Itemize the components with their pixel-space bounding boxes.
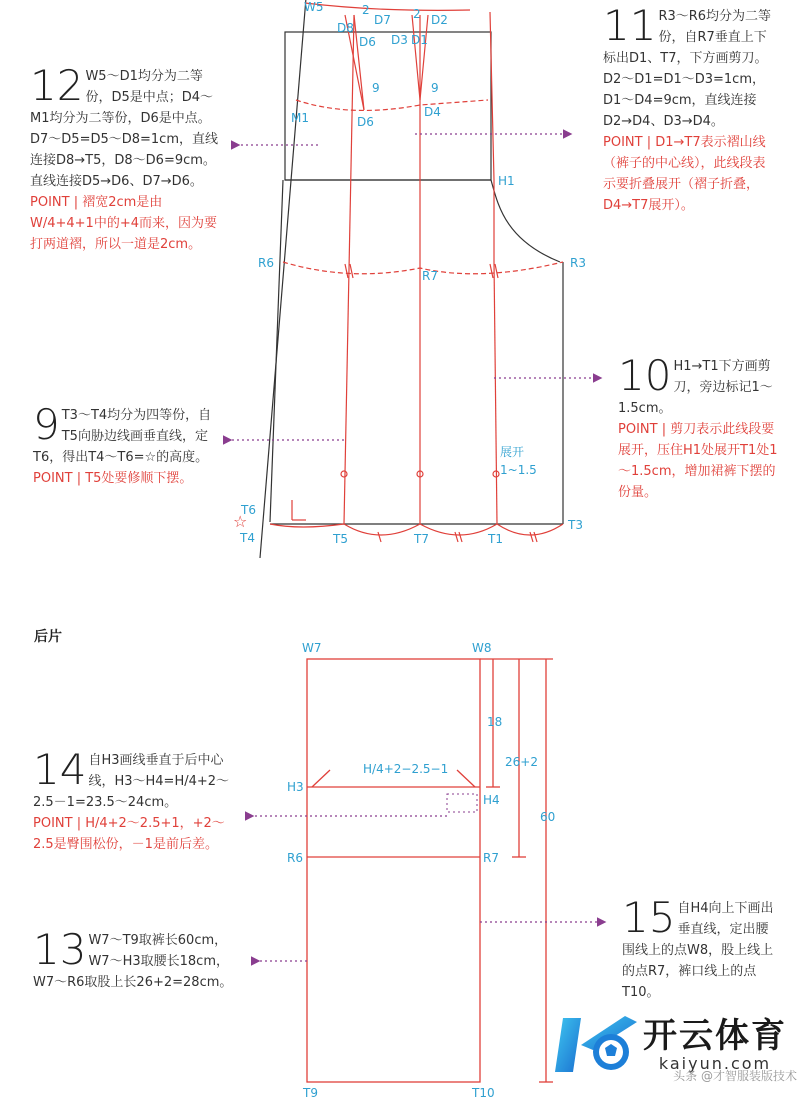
d-line-6: [354, 15, 364, 110]
label-dim-60: 60: [540, 810, 556, 824]
label-expand-value: 1~1.5: [500, 463, 537, 477]
label-d6-top: D6: [359, 35, 376, 49]
label-t5: T5: [333, 532, 348, 546]
step-number: 10: [618, 351, 672, 400]
label-t1: T1: [488, 532, 503, 546]
watermark: 头条 @才智服装版技术: [673, 1069, 797, 1083]
front-side-line: [260, 0, 306, 558]
label-w8: W8: [472, 641, 492, 655]
hip-arrow-right: [457, 770, 475, 787]
note-point: POINT | D1→T7表示褶山线（裤子的中心线），此线段表示要折叠展开（褶子折叠，D4→T7展开）。: [603, 135, 766, 213]
label-r7: R7: [422, 269, 438, 283]
logo-domain: kaiyun.com: [658, 1053, 772, 1073]
d-line-5: [344, 15, 354, 524]
label-w7: W7: [302, 641, 322, 655]
label-t10: T10: [472, 1086, 495, 1100]
label-9a: 9: [372, 81, 380, 95]
note-text: W7～T9取裤长60cm，W7～H3取腰长18cm，W7～R6取股上长26+2=28cm。: [33, 933, 233, 990]
back-frame: [307, 659, 480, 1082]
label-dim-18: 18: [487, 715, 503, 729]
d-line-2: [412, 15, 420, 100]
note-12: [30, 61, 220, 255]
front-inner-line: [270, 180, 283, 522]
label-d2: D2: [431, 13, 448, 27]
section-title-back: 后片: [34, 629, 62, 645]
note-point: POINT | 剪刀表示此线段要展开，压住H1处展开T1处1～1.5cm，增加裙裤下摆的份量。: [618, 422, 778, 500]
label-t7: T7: [414, 532, 429, 546]
note-text: W5～D1均分为二等份，D5是中点；D4～M1均分为二等份，D6是中点。D7～D5=D5～D8=1cm，直线连接D8→T5，D8～D6=9cm。直线连接D5→D6、D7→D6。: [30, 69, 218, 189]
label-d8: D8: [337, 21, 354, 35]
note-15: [622, 893, 778, 1003]
label-t4: T4: [240, 531, 255, 545]
label-expand: 展开: [500, 445, 525, 459]
front-crotch-curve: [491, 180, 560, 262]
front-waist-curve: [305, 3, 470, 10]
note-text: R3～R6均分为二等份，自R7垂直上下标出D1、T7，下方画剪刀。D2～D1=D1～D3=1cm，D1～D4=9cm，直线连接D2→D4、D3→D4。: [603, 9, 772, 129]
step-number: 15: [622, 893, 676, 942]
step-number: 14: [33, 745, 87, 794]
k-logo-icon: [553, 1010, 643, 1080]
note-10: [618, 351, 778, 503]
label-r3: R3: [570, 256, 586, 270]
note-14: [33, 745, 233, 855]
back-point-labels: [287, 641, 555, 1100]
label-back-r7: R7: [483, 851, 499, 865]
label-d1: D1: [411, 33, 428, 47]
hip-arrow-left: [312, 770, 330, 787]
step-number: 9: [33, 400, 60, 449]
label-dim-28: 26+2: [505, 755, 538, 769]
label-2a: 2: [362, 3, 370, 17]
label-d3: D3: [391, 33, 408, 47]
note-point: POINT | T5处要修顺下摆。: [33, 471, 193, 486]
note-text: H1→T1下方画剪刀，旁边标记1～1.5cm。: [618, 359, 773, 416]
label-d6: D6: [357, 115, 374, 129]
label-t9: T9: [303, 1086, 318, 1100]
label-w5: W5: [304, 0, 324, 14]
leader-arrows: [230, 134, 604, 961]
d-line-3: [420, 15, 428, 100]
step-number: 12: [30, 61, 84, 110]
label-m1: M1: [291, 111, 309, 125]
label-t6: T6: [241, 503, 256, 517]
note-text: 自H3画线垂直于后中心线，H3～H4=H/4+2～2.5－1=23.5～24cm。: [33, 753, 230, 810]
note-9: [33, 400, 223, 489]
label-back-r6: R6: [287, 851, 303, 865]
label-h3: H3: [287, 780, 304, 794]
note-13: [33, 925, 233, 993]
note-point: POINT | 褶宽2cm是由W/4+4+1中的+4而来，因为要打两道褶，所以一道是2cm。: [30, 195, 217, 252]
label-r6: R6: [258, 256, 274, 270]
label-h4: H4: [483, 793, 500, 807]
t1-line: [494, 262, 497, 524]
label-t3: T3: [568, 518, 583, 532]
label-d4: D4: [424, 105, 441, 119]
note-11: [603, 1, 773, 216]
step-number: 11: [603, 1, 657, 50]
label-h1: H1: [498, 174, 515, 188]
front-dart-guide: [296, 100, 488, 110]
logo-title: 开云体育: [643, 1015, 787, 1056]
note-text: T3～T4均分为四等份，自T5向胁边线画垂直线，定T6，得出T4～T6=☆的高度。: [33, 408, 212, 465]
front-tick-marks: [341, 264, 537, 542]
label-hip-formula: H/4+2−2.5−1: [363, 762, 449, 776]
back-piece: [307, 659, 556, 1082]
star-icon: ☆: [233, 512, 248, 531]
front-point-labels: [239, 0, 586, 546]
note-point: POINT | H/4+2～2.5+1，+2～2.5是臀围松份，－1是前后差。: [33, 816, 225, 852]
label-9b: 9: [431, 81, 439, 95]
label-d7: D7: [374, 13, 391, 27]
label-2b: 2: [413, 7, 421, 21]
note-text: 自H4向上下画出垂直线，定出腰围线上的点W8，股上线上的点R7，裤口线上的点T10。: [622, 901, 774, 1000]
step-number: 13: [33, 925, 87, 974]
